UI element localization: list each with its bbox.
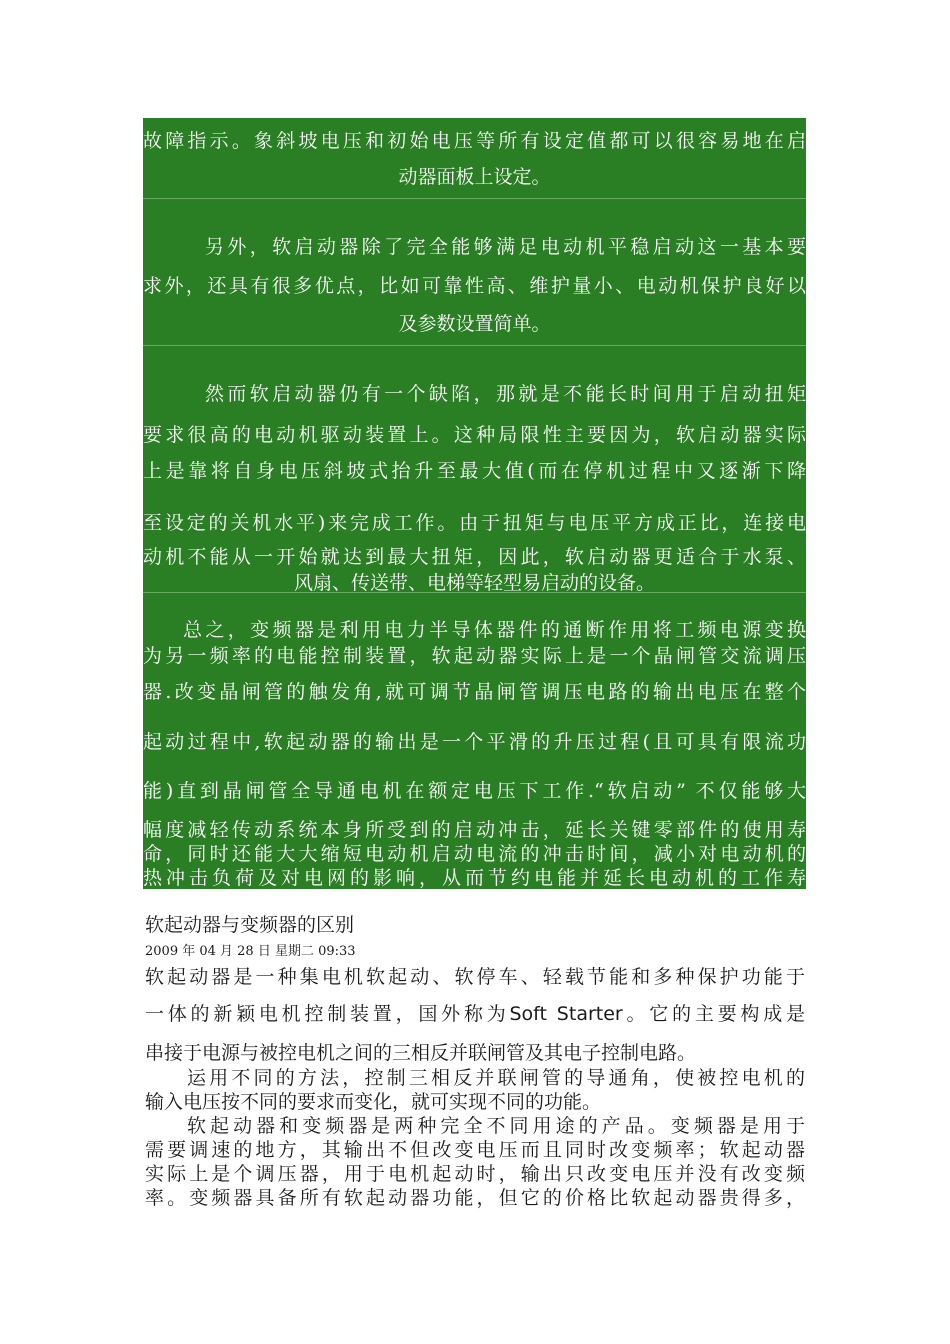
paragraph-1-line-2-end: 。它的主要构成是 [622, 1003, 805, 1025]
highlight-block-2 [143, 199, 806, 345]
paragraph-1-line-2 [145, 999, 805, 1026]
soft-starter-term: Soft Starter [509, 1003, 623, 1025]
block2-line-2: 求外，还具有很多优点，比如可靠性高、维护量小、电动机保护良好以 [143, 275, 806, 297]
block3-line-1: 然而软启动器仍有一个缺陷，那就是不能长时间用于启动扭矩 [205, 383, 806, 405]
paragraph-3-line-1: 软起动器和变频器是两种完全不同用途的产品。变频器是用于 [187, 1115, 805, 1137]
block4-line-5: 能)直到晶闸管全导通电机在额定电压下工作.“软启动” 不仅能够大 [143, 780, 806, 802]
paragraph-1-line-1: 软起动器是一种集电机软起动、软停车、轻载节能和多种保护功能于 [145, 966, 805, 988]
block4-line-4: 起动过程中,软起动器的输出是一个平滑的升压过程(且可具有限流功 [143, 731, 806, 753]
highlight-block-1 [143, 118, 806, 198]
paragraph-3-line-4: 率。变频器具备所有软起动器功能，但它的价格比软起动器贵得多， [145, 1187, 805, 1209]
article-title: 软起动器与变频器的区别 [145, 914, 355, 936]
article-date: 2009 年 04 月 28 日 星期二 09:33 [145, 944, 356, 959]
block4-line-8: 热冲击负荷及对电网的影响，从而节约电能并延长电动机的工作寿 [143, 867, 806, 889]
highlight-block-4 [143, 593, 806, 889]
block3-line-6: 风扇、传送带、电梯等轻型易启动的设备。 [293, 572, 655, 592]
paragraph-2-line-1: 运用不同的方法，控制三相反并联闸管的导通角，使被控电机的 [187, 1067, 805, 1089]
paragraph-3-line-2: 需要调速的地方，其输出不但改变电压而且同时改变频率；软起动器 [145, 1139, 805, 1161]
block4-line-3: 器.改变晶闸管的触发角,就可调节晶闸管调压电路的输出电压在整个 [143, 681, 806, 703]
block4-line-6: 幅度减轻传动系统本身所受到的启动冲击，延长关键零部件的使用寿 [143, 819, 806, 841]
block4-line-2: 为另一频率的电能控制装置，软起动器实际上是一个晶闸管交流调压 [143, 645, 806, 667]
block1-line-2: 动器面板上设定。 [398, 166, 551, 188]
block4-line-1: 总之，变频器是利用电力半导体器件的通断作用将工频电源变换 [183, 619, 806, 641]
block2-line-3: 及参数设置简单。 [398, 313, 551, 335]
block2-line-1: 另外，软启动器除了完全能够满足电动机平稳启动这一基本要 [205, 236, 806, 258]
paragraph-1-line-3: 串接于电源与被控电机之间的三相反并联闸管及其电子控制电路。 [145, 1042, 697, 1064]
highlight-block-3 [143, 346, 806, 592]
paragraph-3-line-3: 实际上是个调压器，用于电机起动时，输出只改变电压并没有改变频 [145, 1163, 805, 1185]
block3-line-5: 动机不能从一开始就达到最大扭矩，因此，软启动器更适合于水泵、 [143, 546, 806, 568]
block1-line-1: 故障指示。象斜坡电压和初始电压等所有设定值都可以很容易地在启 [143, 130, 806, 152]
block3-line-4: 至设定的关机水平)来完成工作。由于扭矩与电压平方成正比，连接电 [143, 512, 806, 534]
block3-line-3: 上是靠将自身电压斜坡式抬升至最大值(而在停机过程中又逐渐下降 [143, 460, 806, 482]
block4-line-7: 命，同时还能大大缩短电动机启动电流的冲击时间，减小对电动机的 [143, 843, 806, 865]
paragraph-1-line-2-start: 一体的新颖电机控制装置，国外称为 [145, 1003, 510, 1025]
paragraph-2-line-2: 输入电压按不同的要求而变化，就可实现不同的功能。 [145, 1091, 602, 1113]
block3-line-2: 要求很高的电动机驱动装置上。这种局限性主要因为，软启动器实际 [143, 424, 806, 446]
